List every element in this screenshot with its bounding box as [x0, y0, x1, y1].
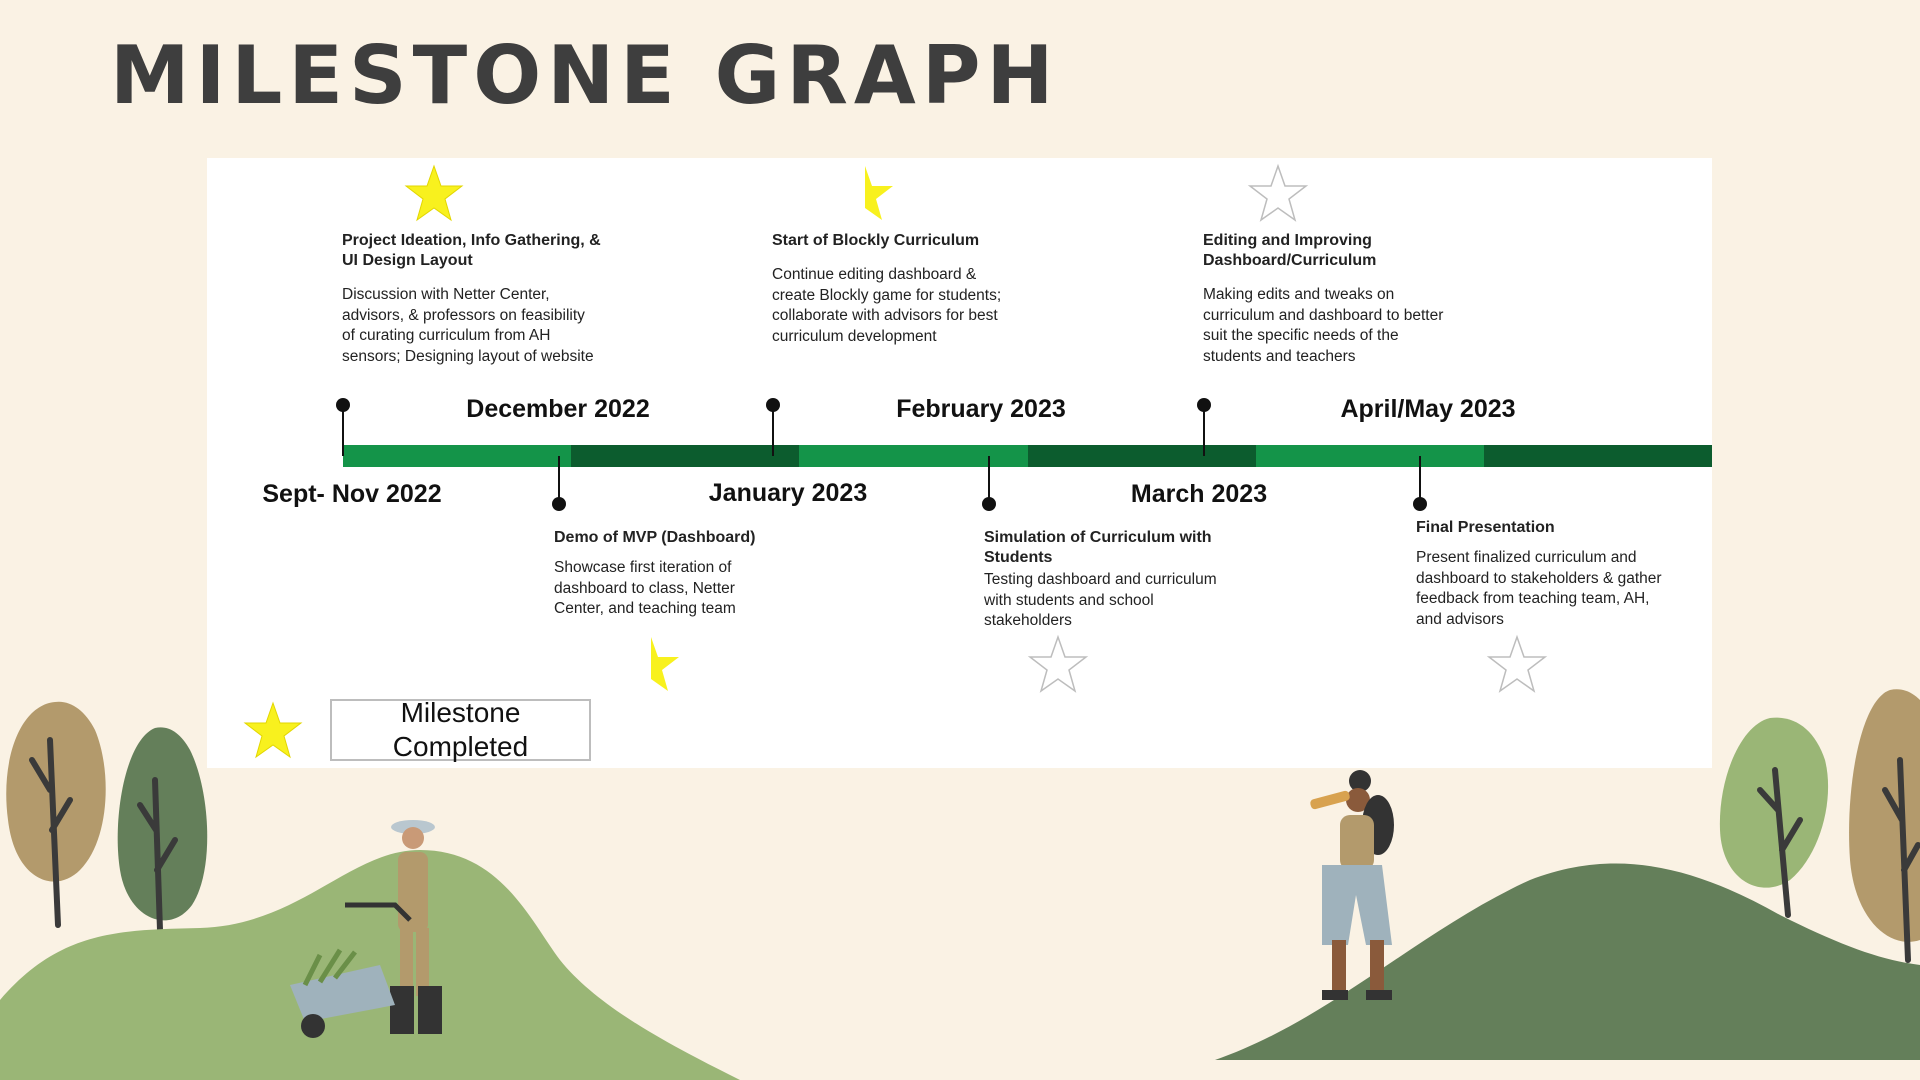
star-filled-icon — [402, 162, 466, 226]
milestone-description: Present finalized curriculum and dashboard to stakeholders & gather feedback from teaching team, AH, and advisors — [1416, 549, 1662, 628]
star-half-icon — [833, 162, 897, 226]
date-label: April/May 2023 — [1340, 395, 1516, 423]
marker-dot — [1197, 398, 1211, 412]
timeline-segment — [343, 445, 571, 467]
marker-dot — [552, 497, 566, 511]
marker-dot — [766, 398, 780, 412]
left-tree-brown — [6, 702, 105, 925]
right-hill — [1215, 864, 1920, 1060]
timeline-segment — [1028, 445, 1256, 467]
marker-dot — [982, 497, 996, 511]
date-label: February 2023 — [896, 395, 1066, 423]
star-outline-icon — [1485, 633, 1549, 697]
timeline-segment — [571, 445, 799, 467]
star-outline-icon — [1026, 633, 1090, 697]
timeline-segment — [1256, 445, 1484, 467]
date-label: January 2023 — [708, 479, 868, 507]
milestone-card — [342, 231, 602, 367]
milestone-card — [554, 528, 774, 620]
milestone-description: Continue editing dashboard & create Blockly game for students; collaborate with advisors for best curriculum development — [772, 266, 1002, 345]
star-outline-icon — [1246, 162, 1310, 226]
legend-box — [330, 699, 591, 761]
milestone-description: Testing dashboard and curriculum with students and school stakeholders — [984, 571, 1217, 629]
legend-star-icon — [241, 699, 305, 763]
date-label: March 2023 — [1130, 480, 1268, 508]
marker-stem — [342, 406, 344, 456]
right-tree-green — [1720, 718, 1828, 915]
hiker-figure — [1309, 770, 1394, 1000]
marker-dot — [336, 398, 350, 412]
right-tree-brown — [1849, 689, 1920, 960]
date-label: Sept- Nov 2022 — [262, 480, 442, 508]
page-title: MILESTONE GRAPH — [110, 29, 1060, 122]
marker-stem — [1203, 406, 1205, 456]
star-half-icon — [619, 633, 683, 697]
marker-dot — [1413, 497, 1427, 511]
milestone-title: Simulation of Curriculum with Students — [984, 529, 1212, 566]
milestone-description: Discussion with Netter Center, advisors, & professors on feasibility of curating curriculum from AH sensors; Designing layout of website — [342, 286, 594, 365]
milestone-card — [1416, 518, 1671, 630]
timeline-segment — [799, 445, 1027, 467]
marker-stem — [772, 406, 774, 456]
milestone-card — [1203, 231, 1453, 367]
milestone-card — [772, 231, 1012, 347]
milestone-description: Making edits and tweaks on curriculum and dashboard to better suit the specific needs of the students and teachers — [1203, 286, 1444, 365]
milestone-title: Final Presentation — [1416, 519, 1555, 536]
timeline-segment — [1484, 445, 1712, 467]
milestone-title: Demo of MVP (Dashboard) — [554, 529, 756, 546]
milestone-card — [984, 528, 1224, 632]
milestone-title: Editing and Improving Dashboard/Curriculum — [1203, 232, 1377, 269]
legend-label: Milestone Completed — [392, 697, 529, 762]
milestone-description: Showcase first iteration of dashboard to class, Netter Center, and teaching team — [554, 559, 736, 617]
left-tree-green — [118, 727, 208, 930]
milestone-title: Start of Blockly Curriculum — [772, 232, 980, 249]
left-hill — [0, 850, 740, 1080]
timeline-bar — [343, 445, 1712, 467]
milestone-title: Project Ideation, Info Gathering, & UI Design Layout — [342, 232, 601, 269]
milestone-panel — [207, 158, 1712, 768]
date-label: December 2022 — [466, 395, 650, 423]
